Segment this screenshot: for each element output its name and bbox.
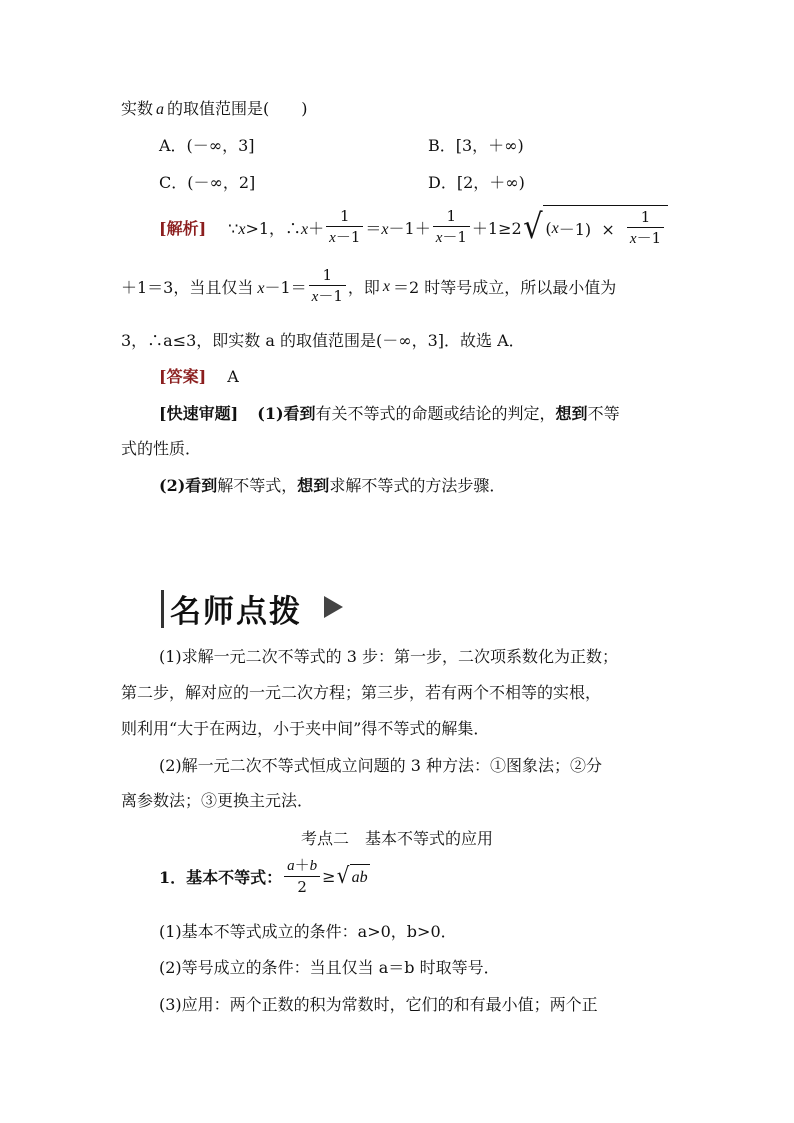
solution-line-3: 3，∴a≤3，即实数 a 的取值范围是(－∞，3]．故选 A． (121, 331, 525, 350)
condition-3: (3)应用：两个正数的积为常数时，它们的和有最小值；两个正 (159, 995, 598, 1014)
quick-review-line-3 (159, 475, 505, 497)
solution-label: [解析] (159, 218, 207, 238)
solution-line-2-eq: x－1＝ (257, 278, 307, 297)
solution-math-1: ∵x>1，∴x＋ (228, 218, 325, 238)
option-a: A．(－∞，3] (159, 136, 255, 155)
quick-review-1-tail: 不等 (587, 404, 620, 423)
quick-review-2-tail: 求解不等式的方法步骤． (329, 476, 506, 495)
quick-review-1 (257, 404, 619, 423)
condition-2: (2)等号成立的条件：当且仅当 a＝b 时取等号． (159, 958, 500, 977)
fraction-1: $\frac{1}{x-1}$ (326, 209, 363, 246)
fraction-ab: $\frac{a+b}{2}$ (284, 858, 320, 895)
fraction-2: $\frac{1}{x-1}$ (433, 209, 470, 246)
solution-line-2-x: x (382, 277, 391, 295)
basic-inequality-line (159, 858, 370, 895)
solution-math-3: ＋1≥2 (471, 218, 522, 238)
solution-math-2: ＝x－1＋ (365, 218, 431, 238)
option-c: C．(－∞，2] (159, 173, 256, 192)
quick-review-label: [快速审题] (159, 404, 239, 423)
tip-2-line-2: 离参数法；③更换主元法． (121, 791, 314, 810)
question-var: a (156, 101, 165, 118)
question-text-2: 的取值范围是( ) (167, 99, 308, 118)
solution-line-2-b: ，即 (347, 278, 380, 297)
answer-line (159, 366, 239, 388)
condition-1: (1)基本不等式成立的条件：a>0，b>0． (159, 922, 457, 941)
solution-line-1 (159, 205, 668, 249)
question-tail (121, 98, 308, 121)
solution-line-2-c: ＝2 时等号成立，所以最小值为 (393, 278, 617, 297)
geq-sign: ≥ (322, 867, 336, 886)
quick-review-2-text: 解不等式， (217, 476, 298, 495)
answer-label: [答案] (159, 367, 207, 386)
tip-1-line-1: (1)求解一元二次不等式的 3 步：第一步，二次项系数化为正数； (159, 647, 619, 666)
section-title: 名师点拨 (170, 594, 302, 630)
solution-line-2 (121, 268, 616, 305)
quick-review-1-think: 想到 (555, 404, 588, 423)
sqrt-expression: √ ( x －1) × $\frac{1}{x-1}$ (522, 205, 668, 249)
quick-review-line-2: 式的性质． (121, 439, 202, 458)
fraction-3: $\frac{1}{x-1}$ (309, 268, 346, 305)
tip-1-line-3: 则利用“大于在两边，小于夹中间”得不等式的解集． (121, 719, 490, 738)
option-b: B．[3，＋∞) (428, 136, 524, 155)
quick-review-1-text: 有关不等式的命题或结论的判定， (315, 404, 556, 423)
tip-2-line-1: (2)解一元二次不等式恒成立问题的 3 种方法：①图象法；②分 (159, 756, 603, 775)
basic-inequality-label: 1．基本不等式： (159, 868, 283, 887)
quick-review-2-think: 想到 (297, 476, 330, 495)
topic-heading: 考点二 基本不等式的应用 (300, 829, 493, 848)
quick-review-1-see: (1)看到 (257, 404, 316, 423)
quick-review-2-see: (2)看到 (159, 476, 218, 495)
play-arrow-icon (324, 596, 343, 618)
answer-value: A (227, 367, 239, 386)
solution-line-2-a: ＋1＝3，当且仅当 (121, 278, 254, 297)
sqrt-ab: √ ab (336, 863, 368, 889)
option-d: D．[2，＋∞) (428, 173, 525, 192)
tip-1-line-2: 第二步，解对应的一元二次方程；第三步，若有两个不相等的实根， (121, 683, 602, 702)
question-text-1: 实数 (121, 99, 154, 118)
section-bar-icon (161, 590, 164, 628)
quick-review-line-1 (159, 403, 620, 425)
